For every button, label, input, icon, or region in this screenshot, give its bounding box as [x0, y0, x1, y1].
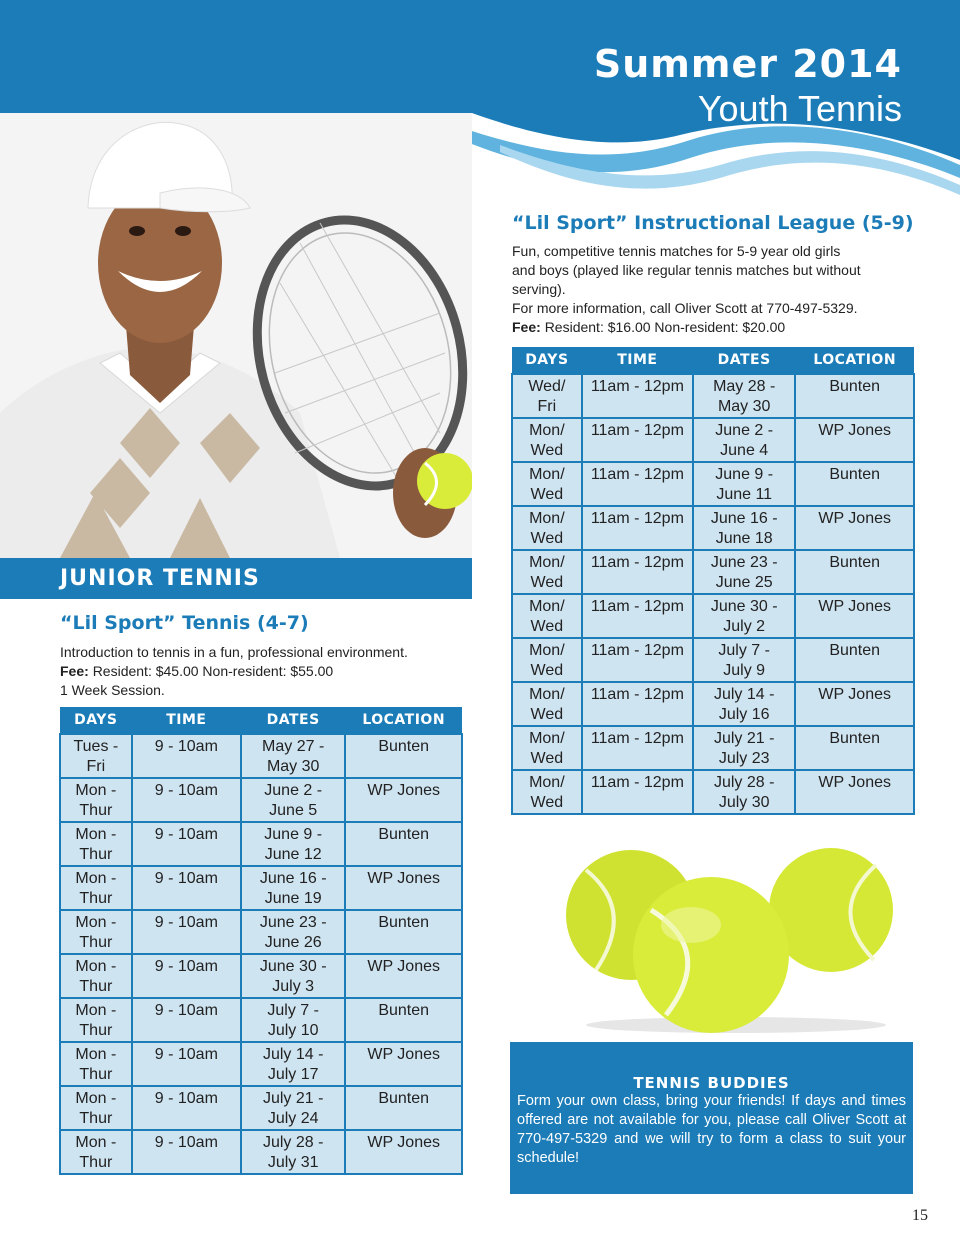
- league-fee-text: Resident: $16.00 Non-resident: $20.00: [544, 319, 786, 335]
- table-cell: 9 - 10am: [132, 954, 241, 998]
- table-cell: Bunten: [345, 822, 462, 866]
- table-cell: 9 - 10am: [132, 910, 241, 954]
- league-section-title: “Lil Sport” Instructional League (5-9): [512, 212, 914, 234]
- table-cell: 9 - 10am: [132, 998, 241, 1042]
- table-cell: 9 - 10am: [132, 866, 241, 910]
- league-line-2: and boys (played like regular tennis matches but without: [512, 262, 861, 278]
- table-cell: Bunten: [795, 726, 914, 770]
- league-schedule-table: [511, 347, 915, 815]
- tennis-buddies-text: Form your own class, bring your friends! If days and times offered are not available for you, please call Oliver Scott at 770-497-5329 and we will try to form a class to suit your schedule!: [517, 1093, 906, 1166]
- table-cell: WP Jones: [795, 418, 914, 462]
- table-cell: June 23 - June 26: [241, 910, 345, 954]
- table-cell: July 28 - July 30: [693, 770, 795, 814]
- table-cell: July 7 - July 9: [693, 638, 795, 682]
- table-row: [512, 726, 914, 770]
- table-row: [60, 1086, 462, 1130]
- column-header: TIME: [132, 707, 241, 734]
- league-fee-label: Fee:: [512, 319, 541, 335]
- junior-schedule-table: [59, 707, 463, 1175]
- table-cell: WP Jones: [345, 866, 462, 910]
- table-cell: 9 - 10am: [132, 1086, 241, 1130]
- table-row: [60, 734, 462, 778]
- table-cell: Mon - Thur: [60, 910, 132, 954]
- table-cell: 11am - 12pm: [582, 506, 693, 550]
- table-cell: Bunten: [345, 734, 462, 778]
- table-row: [512, 550, 914, 594]
- league-description: [512, 242, 912, 337]
- table-cell: WP Jones: [795, 770, 914, 814]
- table-cell: July 21 - July 23: [693, 726, 795, 770]
- table-cell: Mon - Thur: [60, 998, 132, 1042]
- table-row: [60, 866, 462, 910]
- table-row: [60, 910, 462, 954]
- page-title: Summer 2014: [593, 42, 902, 86]
- table-cell: Mon/ Wed: [512, 638, 582, 682]
- table-cell: June 16 - June 18: [693, 506, 795, 550]
- table-row: [60, 998, 462, 1042]
- table-cell: WP Jones: [345, 1042, 462, 1086]
- table-cell: June 2 - June 4: [693, 418, 795, 462]
- table-cell: Mon/ Wed: [512, 550, 582, 594]
- column-header: LOCATION: [795, 347, 914, 374]
- table-cell: WP Jones: [795, 594, 914, 638]
- table-cell: Mon/ Wed: [512, 506, 582, 550]
- table-cell: May 28 - May 30: [693, 374, 795, 418]
- table-cell: Bunten: [345, 998, 462, 1042]
- table-cell: July 21 - July 24: [241, 1086, 345, 1130]
- table-cell: Mon/ Wed: [512, 682, 582, 726]
- table-cell: Bunten: [795, 374, 914, 418]
- league-fee: [512, 318, 912, 337]
- table-cell: 11am - 12pm: [582, 550, 693, 594]
- table-row: [60, 1130, 462, 1174]
- table-cell: Bunten: [795, 550, 914, 594]
- table-cell: Mon - Thur: [60, 1130, 132, 1174]
- table-cell: 11am - 12pm: [582, 726, 693, 770]
- column-header: DATES: [693, 347, 795, 374]
- table-cell: July 14 - July 17: [241, 1042, 345, 1086]
- table-cell: Mon/ Wed: [512, 770, 582, 814]
- table-cell: 11am - 12pm: [582, 682, 693, 726]
- junior-description: [60, 643, 465, 700]
- table-cell: Mon/ Wed: [512, 726, 582, 770]
- junior-tennis-heading: JUNIOR TENNIS: [60, 566, 260, 591]
- table-cell: Mon - Thur: [60, 1086, 132, 1130]
- page-subtitle: Youth Tennis: [697, 88, 902, 129]
- table-cell: WP Jones: [795, 506, 914, 550]
- table-cell: June 30 - July 3: [241, 954, 345, 998]
- table-row: [60, 822, 462, 866]
- table-cell: Mon/ Wed: [512, 418, 582, 462]
- table-cell: 11am - 12pm: [582, 374, 693, 418]
- column-header: LOCATION: [345, 707, 462, 734]
- table-cell: July 7 - July 10: [241, 998, 345, 1042]
- junior-tennis-banner: [0, 558, 472, 599]
- table-cell: Mon - Thur: [60, 778, 132, 822]
- table-cell: Bunten: [795, 638, 914, 682]
- table-row: [60, 954, 462, 998]
- table-row: [512, 374, 914, 418]
- table-cell: Mon - Thur: [60, 866, 132, 910]
- table-cell: June 9 - June 12: [241, 822, 345, 866]
- junior-fee: [60, 662, 465, 681]
- table-row: [512, 418, 914, 462]
- table-row: [512, 594, 914, 638]
- table-cell: July 14 - July 16: [693, 682, 795, 726]
- table-row: [60, 778, 462, 822]
- table-cell: 11am - 12pm: [582, 418, 693, 462]
- column-header: TIME: [582, 347, 693, 374]
- table-cell: Tues - Fri: [60, 734, 132, 778]
- table-cell: WP Jones: [345, 1130, 462, 1174]
- table-cell: June 23 - June 25: [693, 550, 795, 594]
- table-cell: 11am - 12pm: [582, 770, 693, 814]
- table-row: [512, 462, 914, 506]
- tennis-buddies-box: [510, 1042, 913, 1194]
- table-cell: WP Jones: [345, 778, 462, 822]
- table-cell: WP Jones: [345, 954, 462, 998]
- table-cell: June 2 - June 5: [241, 778, 345, 822]
- page-number: 15: [912, 1207, 928, 1224]
- table-cell: Mon - Thur: [60, 954, 132, 998]
- table-cell: June 9 - June 11: [693, 462, 795, 506]
- league-line-4: For more information, call Oliver Scott at 770-497-5329.: [512, 300, 858, 316]
- table-row: [512, 682, 914, 726]
- column-header: DAYS: [512, 347, 582, 374]
- table-cell: 11am - 12pm: [582, 638, 693, 682]
- table-cell: May 27 - May 30: [241, 734, 345, 778]
- table-cell: Mon - Thur: [60, 822, 132, 866]
- table-cell: June 16 - June 19: [241, 866, 345, 910]
- table-cell: Mon/ Wed: [512, 462, 582, 506]
- table-cell: Bunten: [345, 1086, 462, 1130]
- table-row: [512, 770, 914, 814]
- table-cell: Bunten: [795, 462, 914, 506]
- table-cell: July 28 - July 31: [241, 1130, 345, 1174]
- table-row: [512, 506, 914, 550]
- tennis-balls-image: [556, 840, 916, 1035]
- table-cell: 11am - 12pm: [582, 594, 693, 638]
- league-line-3: serving).: [512, 281, 566, 297]
- table-cell: 9 - 10am: [132, 778, 241, 822]
- table-cell: 11am - 12pm: [582, 462, 693, 506]
- column-header: DATES: [241, 707, 345, 734]
- table-cell: 9 - 10am: [132, 734, 241, 778]
- column-header: DAYS: [60, 707, 132, 734]
- table-cell: Mon/ Wed: [512, 594, 582, 638]
- tennis-buddies-title: TENNIS BUDDIES: [633, 1074, 790, 1092]
- table-cell: 9 - 10am: [132, 1130, 241, 1174]
- league-line-1: Fun, competitive tennis matches for 5-9 year old girls: [512, 243, 841, 259]
- junior-section-title: “Lil Sport” Tennis (4-7): [60, 612, 309, 634]
- table-header-row: [512, 347, 914, 374]
- table-row: [60, 1042, 462, 1086]
- table-header-row: [60, 707, 462, 734]
- table-cell: 9 - 10am: [132, 1042, 241, 1086]
- table-cell: June 30 - July 2: [693, 594, 795, 638]
- table-cell: Wed/ Fri: [512, 374, 582, 418]
- table-cell: Bunten: [345, 910, 462, 954]
- table-row: [512, 638, 914, 682]
- junior-intro: Introduction to tennis in a fun, professional environment.: [60, 644, 408, 660]
- table-cell: Mon - Thur: [60, 1042, 132, 1086]
- junior-fee-text: Resident: $45.00 Non-resident: $55.00: [92, 663, 334, 679]
- junior-session: 1 Week Session.: [60, 682, 165, 698]
- table-cell: WP Jones: [795, 682, 914, 726]
- junior-fee-label: Fee:: [60, 663, 89, 679]
- table-cell: 9 - 10am: [132, 822, 241, 866]
- tennis-player-photo: [0, 113, 472, 558]
